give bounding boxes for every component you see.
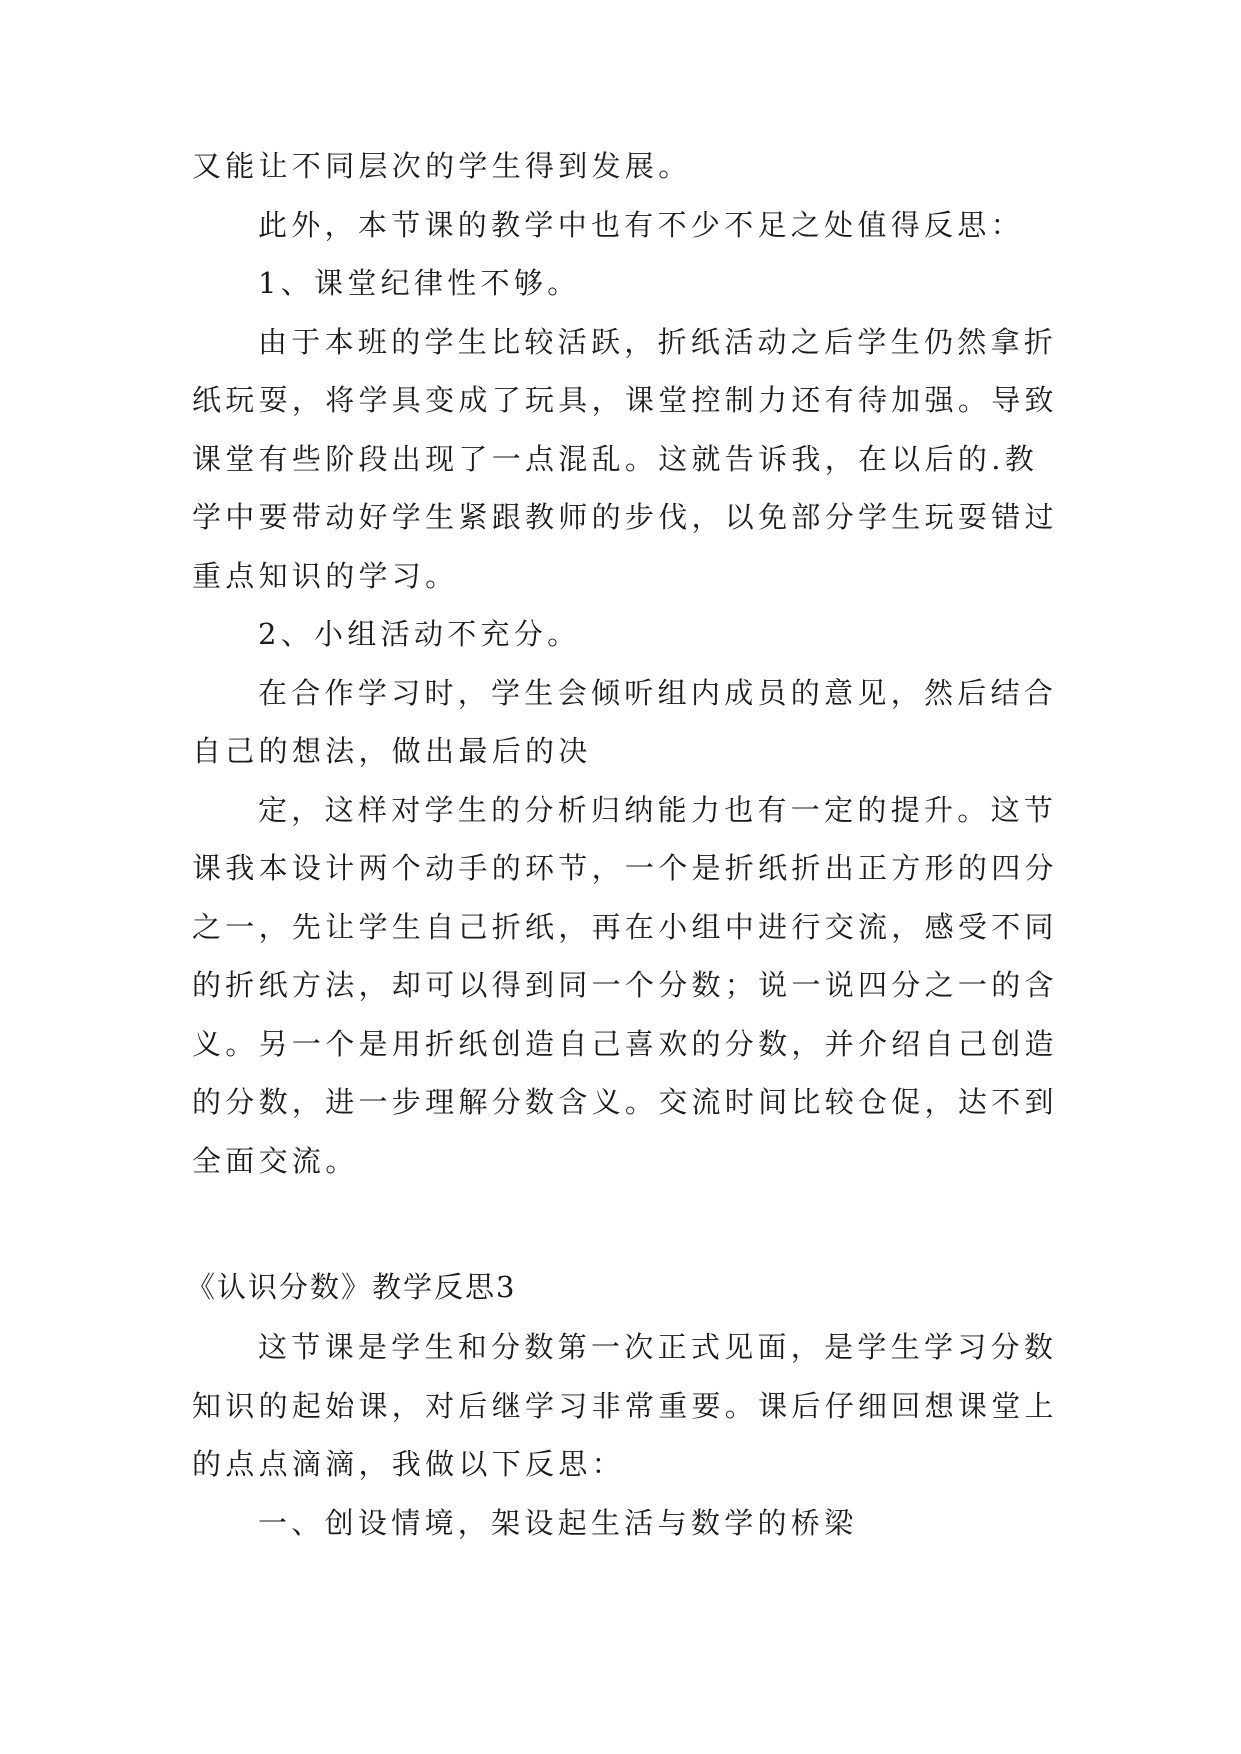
section-title: 《认识分数》教学反思3 <box>186 1270 517 1304</box>
paragraph <box>192 137 1058 196</box>
paragraph <box>192 1494 1058 1553</box>
text-line: 义。另一个是用折纸创造自己喜欢的分数，并介绍自己创造 <box>192 1026 1058 1061</box>
text-line: 课我本设计两个动手的环节，一个是折纸折出正方形的四分 <box>192 851 1058 885</box>
text-line: 学中要带动好学生紧跟教师的步伐，以免部分学生玩耍错过 <box>192 500 1058 534</box>
paragraph <box>192 313 1058 606</box>
text-line: 的分数，进一步理解分数含义。交流时间比较仓促，达不到 <box>192 1085 1058 1119</box>
text-line: 课堂有些阶段出现了一点混乱。这就告诉我，在以后的.教 <box>192 441 1039 476</box>
paragraph <box>192 196 1058 255</box>
text-line: 在合作学习时，学生会倾听组内成员的意见，然后结合 <box>258 675 1058 710</box>
text-line: 重点知识的学习。 <box>192 558 459 593</box>
paragraph <box>192 1318 1058 1494</box>
body-text-bottom <box>192 1318 1058 1552</box>
paragraph <box>192 605 1058 664</box>
text-line: 这节课是学生和分数第一次正式见面，是学生学习分数 <box>258 1330 1058 1364</box>
text-line: 1、课堂纪律性不够。 <box>258 266 581 300</box>
text-line: 知识的起始课，对后继学习非常重要。课后仔细回想课堂上 <box>192 1388 1058 1423</box>
paragraph <box>192 781 1058 1191</box>
text-line: 定，这样对学生的分析归纳能力也有一定的提升。这节 <box>258 792 1058 827</box>
text-line: 一、创设情境，架设起生活与数学的桥梁 <box>258 1505 858 1540</box>
text-line: 之一，先让学生自己折纸，再在小组中进行交流，感受不同 <box>192 909 1058 944</box>
text-line: 纸玩耍，将学具变成了玩具，课堂控制力还有待加强。导致 <box>192 383 1058 417</box>
text-line: 自己的想法，做出最后的决 <box>192 734 592 768</box>
text-line: 此外，本节课的教学中也有不少不足之处值得反思： <box>258 207 1024 242</box>
text-line: 由于本班的学生比较活跃，折纸活动之后学生仍然拿折 <box>258 324 1058 359</box>
text-line: 又能让不同层次的学生得到发展。 <box>192 149 692 183</box>
text-line: 的点点滴滴，我做以下反思： <box>192 1447 625 1481</box>
text-line: 全面交流。 <box>192 1143 359 1178</box>
text-line: 的折纸方法，却可以得到同一个分数；说一说四分之一的含 <box>192 968 1058 1002</box>
paragraph <box>192 254 1058 313</box>
body-text-top <box>192 137 1058 1190</box>
paragraph <box>192 664 1058 781</box>
text-line: 2、小组活动不充分。 <box>258 617 581 651</box>
